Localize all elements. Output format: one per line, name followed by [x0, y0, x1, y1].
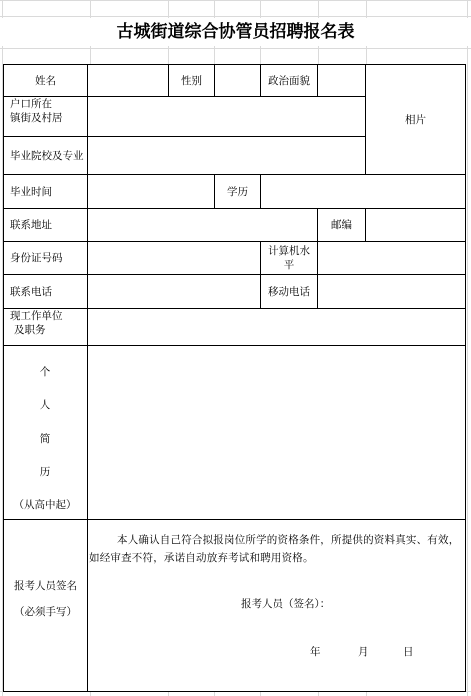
resume-note: （从高中起）: [13, 499, 77, 511]
name-input[interactable]: [88, 65, 168, 96]
hukou-input[interactable]: [88, 97, 365, 136]
signer-field[interactable]: 报考人员（签名）：: [241, 598, 331, 610]
school-major-input[interactable]: [88, 137, 365, 174]
postcode-input[interactable]: [366, 209, 465, 241]
computer-level-input[interactable]: [318, 242, 465, 274]
mobile-label: 移动电话: [268, 285, 310, 298]
address-label: 联系地址: [10, 219, 52, 231]
education-input[interactable]: [261, 175, 465, 208]
registration-form: [3, 64, 466, 692]
hukou-label: [4, 97, 87, 136]
political-status-input[interactable]: [318, 65, 365, 96]
mobile-input[interactable]: [318, 275, 465, 308]
grad-time-input[interactable]: [88, 175, 214, 208]
school-major-label: 毕业院校及专业: [10, 149, 84, 162]
address-input[interactable]: [88, 209, 317, 241]
resume-label: [3, 352, 87, 520]
gender-label: 性别: [181, 74, 202, 87]
resume-char-1: 个: [39, 366, 51, 378]
computer-level-line1: 计算机水: [268, 245, 310, 257]
work-unit-line2: 及职务: [14, 324, 46, 336]
hukou-label-line1: 户口所在: [10, 98, 52, 110]
declaration-text: [89, 531, 465, 567]
date-month[interactable]: 月: [358, 646, 369, 658]
resume-char-4: 历: [39, 465, 51, 478]
computer-level-label: [261, 242, 317, 274]
declaration-line-1: 本人确认自己符合拟报岗位所学的资格条件，所提供的资料真实、有效，: [117, 534, 460, 546]
gender-input[interactable]: [215, 65, 260, 96]
work-unit-input[interactable]: [88, 309, 465, 345]
hukou-label-line2: 镇街及村居: [10, 112, 63, 124]
date-year[interactable]: 年: [310, 646, 321, 658]
phone-label: 联系电话: [10, 285, 52, 298]
phone-input[interactable]: [88, 275, 260, 308]
work-unit-line1: 现工作单位: [10, 310, 63, 322]
id-number-input[interactable]: [88, 242, 260, 274]
grad-time-label: 毕业时间: [10, 185, 52, 198]
postcode-label: 邮编: [331, 219, 352, 231]
resume-char-2: 人: [39, 399, 51, 412]
resume-char-3: 简: [39, 432, 51, 445]
work-unit-label: [4, 309, 87, 345]
resume-input[interactable]: [88, 346, 465, 519]
name-label: 姓名: [35, 74, 56, 87]
id-number-label: 身份证号码: [10, 252, 63, 264]
education-label: 学历: [227, 185, 248, 198]
signature-label-line1: 报考人员签名: [14, 580, 77, 592]
photo-box[interactable]: 相片: [405, 113, 426, 126]
form-title: 古城街道综合协管员招聘报名表: [0, 18, 471, 46]
political-status-label: 政治面貌: [268, 74, 310, 87]
signature-label-line2: （必须手写）: [14, 606, 77, 618]
signature-label: [4, 564, 87, 634]
date-day[interactable]: 日: [403, 646, 414, 658]
computer-level-line2: 平: [283, 259, 295, 271]
declaration-line-2: 如经审查不符，承诺自动放弃考试和聘用资格。: [89, 552, 314, 564]
